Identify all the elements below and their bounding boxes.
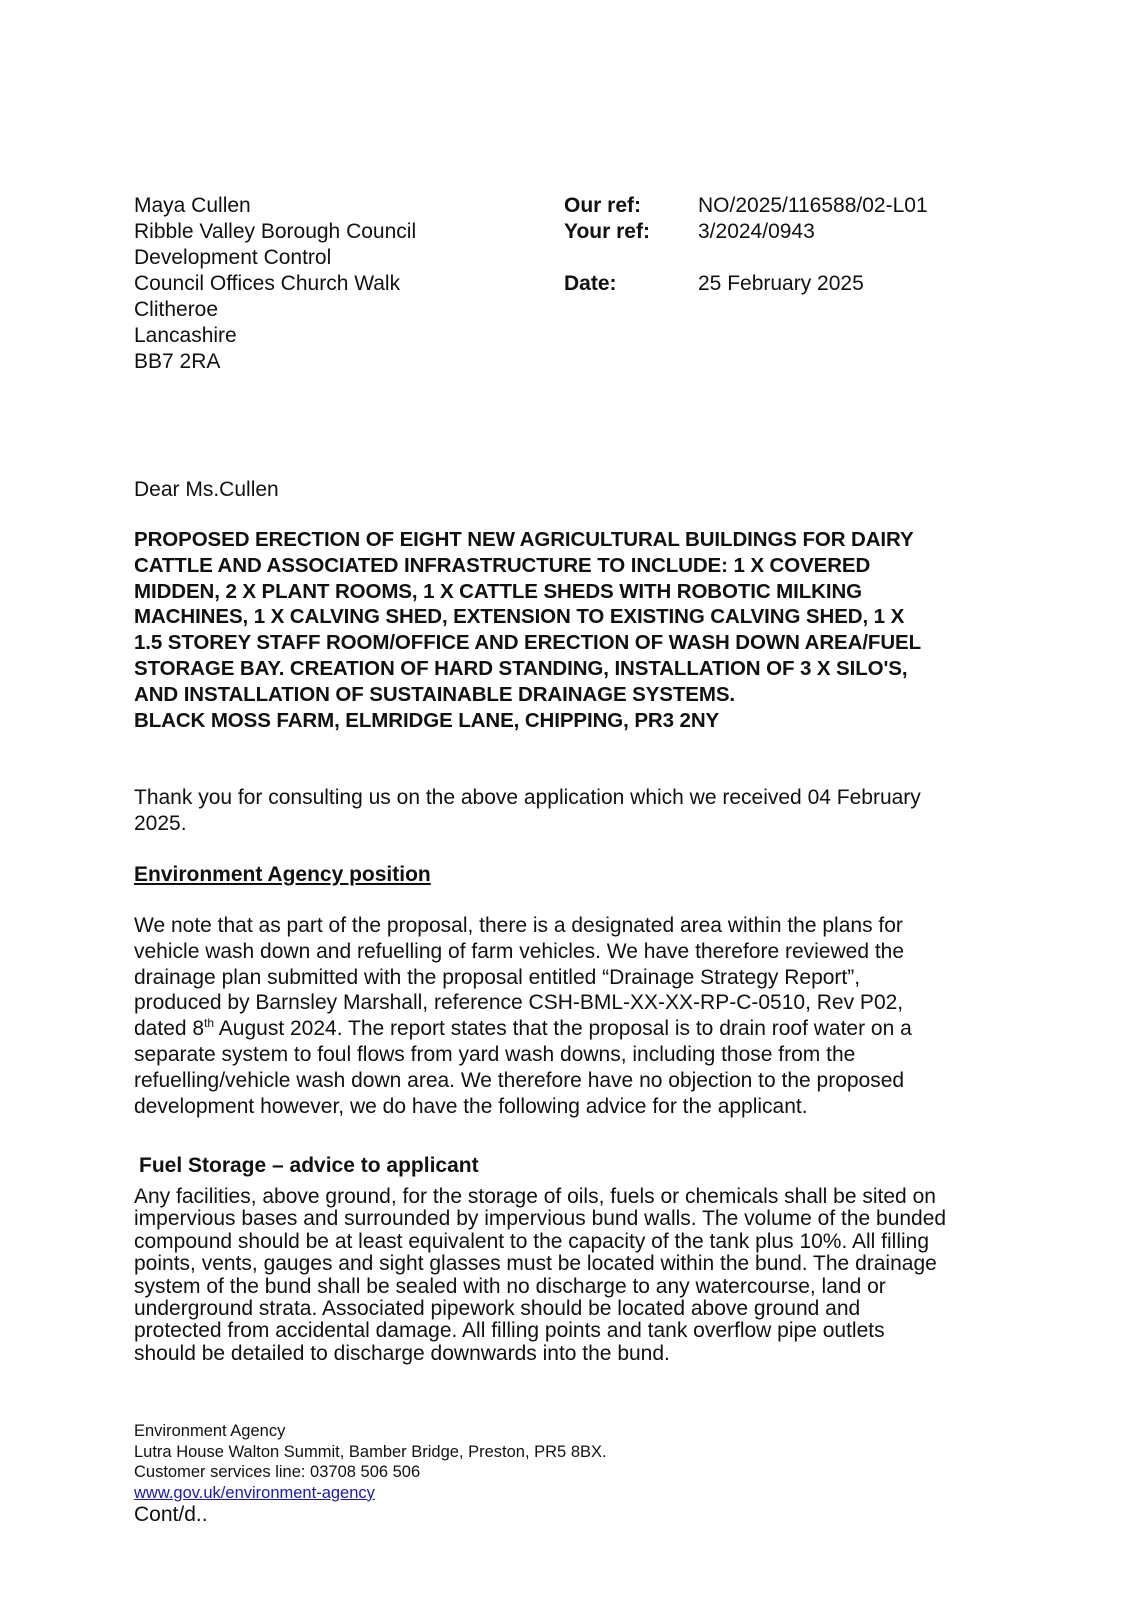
- paragraph-line: refuelling/vehicle wash down area. We therefore have no objection to the proposed: [134, 1068, 905, 1092]
- paragraph-line: [134, 1016, 1014, 1042]
- salutation: Dear Ms.Cullen: [134, 478, 279, 501]
- subject-line: AND INSTALLATION OF SUSTAINABLE DRAINAGE SYSTEMS.: [134, 682, 735, 706]
- intro-paragraph: [134, 785, 1014, 837]
- ea-position-paragraph: [134, 913, 1014, 1119]
- your-ref-label: Your ref:: [564, 220, 650, 243]
- recipient-organisation: Ribble Valley Borough Council: [134, 220, 417, 243]
- website-link[interactable]: www.gov.uk/environment-agency: [134, 1483, 375, 1502]
- subject-line: MIDDEN, 2 X PLANT ROOMS, 1 X CATTLE SHEDS WITH ROBOTIC MILKING: [134, 579, 863, 603]
- our-ref-label: Our ref:: [564, 194, 642, 217]
- paragraph-line: Any facilities, above ground, for the storage of oils, fuels or chemicals shall be sited on: [134, 1185, 936, 1208]
- recipient-name: Maya Cullen: [134, 194, 251, 217]
- dated-suffix: August 2024. The report states that the proposal is to drain roof water on a: [214, 1017, 912, 1041]
- paragraph-line: vehicle wash down and refuelling of farm vehicles. We have therefore reviewed the: [134, 939, 905, 963]
- your-ref-value: 3/2024/0943: [698, 220, 815, 243]
- paragraph-line: We note that as part of the proposal, there is a designated area within the plans for: [134, 914, 903, 937]
- paragraph-line: protected from accidental damage. All filling points and tank overflow pipe outlets: [134, 1319, 885, 1343]
- our-ref-row: [564, 193, 928, 219]
- paragraph-line: underground strata. Associated pipework should be located above ground and: [134, 1297, 861, 1321]
- footer: [134, 1421, 607, 1503]
- site-address-line: BLACK MOSS FARM, ELMRIDGE LANE, CHIPPING, PR3 2NY: [134, 708, 720, 732]
- date-value: 25 February 2025: [698, 272, 864, 295]
- fuel-storage-paragraph: [134, 1186, 1014, 1365]
- footer-organisation: Environment Agency: [134, 1422, 286, 1440]
- subject-line: PROPOSED ERECTION OF EIGHT NEW AGRICULTURAL BUILDINGS FOR DAIRY: [134, 528, 914, 551]
- our-ref-value: NO/2025/116588/02-L01: [698, 194, 928, 217]
- paragraph-line: Thank you for consulting us on the above application which we received 04 February: [134, 786, 921, 809]
- paragraph-line: compound should be at least equivalent to the capacity of the tank plus 10%. All filling: [134, 1229, 930, 1253]
- dated-prefix: dated 8: [134, 1017, 205, 1041]
- your-ref-row: [564, 219, 928, 245]
- paragraph-line: 2025.: [134, 811, 187, 835]
- fuel-storage-heading: Fuel Storage – advice to applicant: [139, 1154, 479, 1177]
- recipient-department: Development Control: [134, 246, 332, 269]
- footer-phone: Customer services line: 03708 506 506: [134, 1463, 421, 1481]
- subject-line: 1.5 STOREY STAFF ROOM/OFFICE AND ERECTION OF WASH DOWN AREA/FUEL: [134, 631, 922, 655]
- ea-position-heading: Environment Agency position: [134, 863, 431, 886]
- paragraph-line: produced by Barnsley Marshall, reference CSH-BML-XX-XX-RP-C-0510, Rev P02,: [134, 991, 904, 1015]
- paragraph-line: development however, we do have the following advice for the applicant.: [134, 1094, 808, 1118]
- ordinal-suffix: th: [204, 1016, 215, 1031]
- recipient-town: Clitheroe: [134, 298, 219, 321]
- paragraph-line: system of the bund shall be sealed with no discharge to any watercourse, land or: [134, 1274, 886, 1298]
- subject-line: MACHINES, 1 X CALVING SHED, EXTENSION TO EXISTING CALVING SHED, 1 X: [134, 605, 905, 629]
- paragraph-line: impervious bases and surrounded by impervious bund walls. The volume of the bunded: [134, 1207, 947, 1231]
- date-label: Date:: [564, 272, 617, 295]
- recipient-postcode: BB7 2RA: [134, 350, 221, 373]
- recipient-street: Council Offices Church Walk: [134, 272, 401, 295]
- recipient-address: [134, 193, 416, 375]
- subject-line: CATTLE AND ASSOCIATED INFRASTRUCTURE TO INCLUDE: 1 X COVERED: [134, 553, 871, 577]
- subject-heading: [134, 527, 1034, 733]
- footer-address: Lutra House Walton Summit, Bamber Bridge, Preston, PR5 8BX.: [134, 1442, 607, 1461]
- paragraph-line: points, vents, gauges and sight glasses must be located within the bund. The drainage: [134, 1252, 937, 1276]
- date-row: [564, 271, 928, 297]
- paragraph-line: separate system to foul flows from yard wash downs, including those from the: [134, 1042, 856, 1066]
- reference-block: [564, 193, 928, 297]
- subject-line: STORAGE BAY. CREATION OF HARD STANDING, INSTALLATION OF 3 X SILO'S,: [134, 656, 908, 680]
- recipient-county: Lancashire: [134, 324, 237, 347]
- continuation-marker: Cont/d..: [134, 1503, 208, 1526]
- paragraph-line: should be detailed to discharge downwards into the bund.: [134, 1341, 670, 1365]
- paragraph-line: drainage plan submitted with the proposal entitled “Drainage Strategy Report”,: [134, 965, 861, 989]
